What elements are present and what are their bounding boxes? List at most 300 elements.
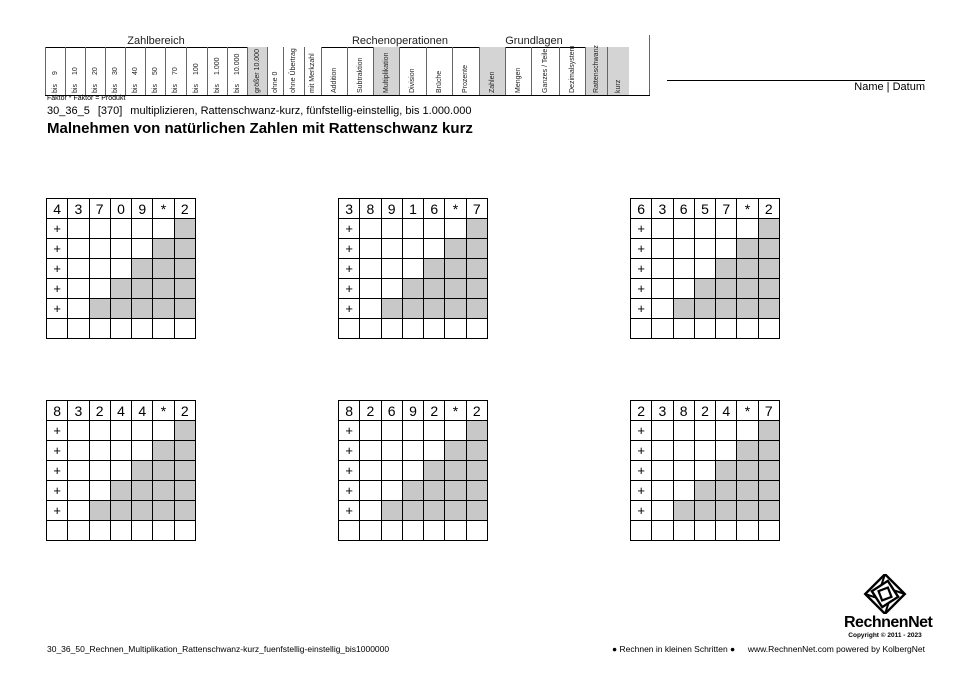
answer-cell[interactable] — [153, 501, 174, 521]
answer-cell[interactable] — [737, 279, 758, 299]
column-label: Ganzes / Teile — [541, 48, 549, 93]
result-cell[interactable] — [360, 319, 381, 339]
result-cell[interactable] — [737, 521, 758, 541]
answer-cell[interactable] — [652, 421, 673, 441]
answer-cell[interactable] — [716, 279, 737, 299]
answer-cell[interactable] — [445, 299, 466, 319]
classification-column — [304, 47, 321, 95]
answer-cell[interactable] — [716, 239, 737, 259]
answer-cell[interactable] — [153, 259, 174, 279]
answer-cell[interactable] — [466, 421, 487, 441]
answer-cell[interactable] — [132, 421, 153, 441]
plus-sign: + — [47, 259, 68, 279]
answer-cell[interactable] — [652, 299, 673, 319]
answer-cell[interactable] — [174, 421, 195, 441]
answer-cell[interactable] — [89, 421, 110, 441]
result-cell[interactable] — [110, 521, 131, 541]
answer-cell[interactable] — [402, 239, 423, 259]
answer-cell[interactable] — [673, 421, 694, 441]
plus-sign: + — [47, 461, 68, 481]
answer-cell[interactable] — [737, 461, 758, 481]
answer-cell[interactable] — [694, 299, 715, 319]
answer-cell[interactable] — [89, 501, 110, 521]
result-cell[interactable] — [424, 521, 445, 541]
answer-cell[interactable] — [716, 219, 737, 239]
answer-cell[interactable] — [716, 481, 737, 501]
answer-cell[interactable] — [737, 441, 758, 461]
answer-cell[interactable] — [132, 279, 153, 299]
answer-cell[interactable] — [466, 299, 487, 319]
answer-cell[interactable] — [445, 239, 466, 259]
classification-table — [45, 35, 650, 95]
answer-cell[interactable] — [89, 239, 110, 259]
digit-cell: 3 — [652, 199, 673, 219]
answer-cell[interactable] — [174, 299, 195, 319]
partial-row — [47, 279, 196, 299]
result-cell[interactable] — [47, 319, 68, 339]
answer-cell[interactable] — [381, 259, 402, 279]
answer-cell[interactable] — [402, 279, 423, 299]
result-cell[interactable] — [631, 521, 652, 541]
plus-sign: + — [339, 279, 360, 299]
answer-cell[interactable] — [758, 481, 779, 501]
answer-cell[interactable] — [466, 441, 487, 461]
answer-cell[interactable] — [673, 299, 694, 319]
answer-cell[interactable] — [694, 259, 715, 279]
group-title-grundlagen: Grundlagen — [505, 35, 563, 47]
answer-cell[interactable] — [737, 421, 758, 441]
answer-cell[interactable] — [694, 219, 715, 239]
result-row — [339, 319, 488, 339]
classification-column — [531, 47, 559, 95]
answer-cell[interactable] — [716, 461, 737, 481]
answer-cell[interactable] — [466, 219, 487, 239]
answer-cell[interactable] — [89, 259, 110, 279]
answer-cell[interactable] — [694, 421, 715, 441]
answer-cell[interactable] — [174, 441, 195, 461]
answer-cell[interactable] — [673, 279, 694, 299]
result-row — [47, 319, 196, 339]
answer-cell[interactable] — [68, 421, 89, 441]
answer-cell[interactable] — [673, 501, 694, 521]
classification-column — [85, 47, 105, 95]
answer-cell[interactable] — [694, 461, 715, 481]
column-label: Rattenschwanz — [592, 45, 600, 93]
answer-cell[interactable] — [424, 299, 445, 319]
answer-cell[interactable] — [716, 441, 737, 461]
answer-cell[interactable] — [466, 501, 487, 521]
answer-cell[interactable] — [402, 481, 423, 501]
classification-column — [45, 47, 65, 95]
answer-cell[interactable] — [758, 259, 779, 279]
answer-cell[interactable] — [89, 461, 110, 481]
result-cell[interactable] — [445, 521, 466, 541]
answer-cell[interactable] — [758, 461, 779, 481]
answer-cell[interactable] — [737, 481, 758, 501]
answer-cell[interactable] — [466, 461, 487, 481]
answer-cell[interactable] — [402, 259, 423, 279]
answer-cell[interactable] — [694, 441, 715, 461]
answer-cell[interactable] — [466, 481, 487, 501]
answer-cell[interactable] — [174, 481, 195, 501]
result-cell[interactable] — [360, 521, 381, 541]
answer-cell[interactable] — [110, 219, 131, 239]
column-range-value: 40 — [131, 67, 139, 75]
answer-cell[interactable] — [652, 441, 673, 461]
result-cell[interactable] — [758, 521, 779, 541]
answer-cell[interactable] — [652, 501, 673, 521]
answer-cell[interactable] — [110, 299, 131, 319]
answer-cell[interactable] — [360, 441, 381, 461]
result-cell[interactable] — [673, 521, 694, 541]
answer-cell[interactable] — [402, 441, 423, 461]
answer-cell[interactable] — [110, 239, 131, 259]
answer-cell[interactable] — [89, 481, 110, 501]
partial-row — [47, 239, 196, 259]
classification-column — [247, 47, 267, 95]
logo-name: RechnenNet — [844, 614, 933, 631]
answer-cell[interactable] — [652, 219, 673, 239]
classification-column — [479, 47, 505, 95]
result-cell[interactable] — [153, 319, 174, 339]
answer-cell[interactable] — [424, 421, 445, 441]
answer-cell[interactable] — [402, 219, 423, 239]
answer-cell[interactable] — [153, 219, 174, 239]
answer-cell[interactable] — [381, 239, 402, 259]
operator-cell: * — [737, 199, 758, 219]
result-row — [631, 319, 780, 339]
answer-cell[interactable] — [424, 501, 445, 521]
answer-cell[interactable] — [68, 299, 89, 319]
answer-cell[interactable] — [68, 279, 89, 299]
plus-sign: + — [631, 501, 652, 521]
plus-sign: + — [631, 239, 652, 259]
answer-cell[interactable] — [132, 461, 153, 481]
answer-cell[interactable] — [110, 481, 131, 501]
multiplication-task — [338, 400, 488, 542]
digit-cell: 2 — [631, 401, 652, 421]
result-cell[interactable] — [110, 319, 131, 339]
answer-cell[interactable] — [737, 501, 758, 521]
answer-cell[interactable] — [402, 461, 423, 481]
answer-cell[interactable] — [424, 219, 445, 239]
multiplication-task — [630, 400, 780, 542]
answer-cell[interactable] — [673, 441, 694, 461]
answer-cell[interactable] — [360, 219, 381, 239]
answer-cell[interactable] — [89, 441, 110, 461]
result-cell[interactable] — [445, 319, 466, 339]
answer-cell[interactable] — [445, 259, 466, 279]
answer-cell[interactable] — [424, 481, 445, 501]
digit-cell: 5 — [694, 199, 715, 219]
column-range-bis: bis — [131, 84, 139, 93]
answer-cell[interactable] — [694, 279, 715, 299]
answer-cell[interactable] — [694, 481, 715, 501]
answer-cell[interactable] — [89, 299, 110, 319]
answer-cell[interactable] — [466, 239, 487, 259]
answer-cell[interactable] — [360, 461, 381, 481]
answer-cell[interactable] — [132, 239, 153, 259]
answer-cell[interactable] — [652, 239, 673, 259]
partial-row — [631, 441, 780, 461]
answer-cell[interactable] — [360, 259, 381, 279]
answer-cell[interactable] — [153, 299, 174, 319]
answer-cell[interactable] — [132, 441, 153, 461]
factor-cell: 7 — [466, 199, 487, 219]
answer-cell[interactable] — [132, 481, 153, 501]
answer-cell[interactable] — [110, 501, 131, 521]
partial-row — [47, 299, 196, 319]
result-cell[interactable] — [716, 521, 737, 541]
plus-sign: + — [631, 461, 652, 481]
double-underline — [46, 338, 196, 339]
result-cell[interactable] — [339, 521, 360, 541]
column-label: Multiplikation — [382, 52, 390, 93]
answer-cell[interactable] — [737, 259, 758, 279]
answer-cell[interactable] — [716, 259, 737, 279]
answer-cell[interactable] — [758, 441, 779, 461]
answer-cell[interactable] — [360, 239, 381, 259]
answer-cell[interactable] — [381, 461, 402, 481]
answer-cell[interactable] — [694, 239, 715, 259]
answer-cell[interactable] — [132, 501, 153, 521]
answer-cell[interactable] — [132, 299, 153, 319]
classification-column — [505, 47, 531, 95]
answer-cell[interactable] — [381, 421, 402, 441]
answer-cell[interactable] — [110, 461, 131, 481]
partial-row — [631, 501, 780, 521]
answer-cell[interactable] — [758, 239, 779, 259]
answer-cell[interactable] — [381, 481, 402, 501]
answer-cell[interactable] — [673, 239, 694, 259]
answer-cell[interactable] — [68, 501, 89, 521]
answer-cell[interactable] — [174, 219, 195, 239]
answer-cell[interactable] — [381, 219, 402, 239]
result-cell[interactable] — [381, 521, 402, 541]
result-cell[interactable] — [631, 319, 652, 339]
answer-cell[interactable] — [694, 501, 715, 521]
answer-cell[interactable] — [758, 299, 779, 319]
digit-cell: 9 — [402, 401, 423, 421]
answer-cell[interactable] — [360, 421, 381, 441]
result-cell[interactable] — [89, 521, 110, 541]
answer-cell[interactable] — [360, 279, 381, 299]
answer-cell[interactable] — [716, 421, 737, 441]
column-range-bis: bis — [151, 84, 159, 93]
result-cell[interactable] — [716, 319, 737, 339]
answer-cell[interactable] — [402, 421, 423, 441]
answer-cell[interactable] — [445, 441, 466, 461]
answer-cell[interactable] — [174, 501, 195, 521]
answer-cell[interactable] — [716, 299, 737, 319]
answer-cell[interactable] — [89, 279, 110, 299]
result-cell[interactable] — [153, 521, 174, 541]
answer-cell[interactable] — [110, 441, 131, 461]
result-cell[interactable] — [174, 521, 195, 541]
answer-cell[interactable] — [110, 259, 131, 279]
result-cell[interactable] — [694, 319, 715, 339]
answer-cell[interactable] — [445, 461, 466, 481]
partial-row — [631, 279, 780, 299]
answer-cell[interactable] — [153, 239, 174, 259]
footer-slogan: ● Rechnen in kleinen Schritten ● — [612, 644, 736, 654]
answer-cell[interactable] — [110, 279, 131, 299]
answer-cell[interactable] — [402, 501, 423, 521]
answer-cell[interactable] — [758, 501, 779, 521]
result-cell[interactable] — [652, 521, 673, 541]
answer-cell[interactable] — [445, 501, 466, 521]
result-cell[interactable] — [68, 319, 89, 339]
answer-cell[interactable] — [153, 279, 174, 299]
digit-cell: 8 — [47, 401, 68, 421]
column-label: Subtraktion — [356, 57, 364, 93]
result-cell[interactable] — [652, 319, 673, 339]
result-cell[interactable] — [68, 521, 89, 541]
answer-cell[interactable] — [68, 461, 89, 481]
classification-right-line — [649, 35, 650, 95]
result-cell[interactable] — [132, 521, 153, 541]
result-cell[interactable] — [466, 319, 487, 339]
result-cell[interactable] — [89, 319, 110, 339]
answer-cell[interactable] — [68, 441, 89, 461]
answer-cell[interactable] — [737, 219, 758, 239]
answer-cell[interactable] — [445, 481, 466, 501]
partial-row — [47, 219, 196, 239]
answer-cell[interactable] — [89, 219, 110, 239]
answer-cell[interactable] — [652, 461, 673, 481]
result-cell[interactable] — [381, 319, 402, 339]
result-cell[interactable] — [758, 319, 779, 339]
answer-cell[interactable] — [445, 279, 466, 299]
answer-cell[interactable] — [402, 299, 423, 319]
answer-cell[interactable] — [758, 421, 779, 441]
operator-cell: * — [737, 401, 758, 421]
digit-cell: 3 — [68, 199, 89, 219]
answer-cell[interactable] — [174, 239, 195, 259]
plus-sign: + — [631, 299, 652, 319]
result-cell[interactable] — [402, 521, 423, 541]
classification-column — [125, 47, 145, 95]
answer-cell[interactable] — [466, 279, 487, 299]
classification-column — [267, 47, 283, 95]
operator-cell: * — [445, 401, 466, 421]
answer-cell[interactable] — [174, 279, 195, 299]
answer-cell[interactable] — [68, 481, 89, 501]
classification-column — [399, 47, 426, 95]
answer-cell[interactable] — [758, 279, 779, 299]
plus-sign: + — [631, 279, 652, 299]
answer-cell[interactable] — [424, 441, 445, 461]
answer-cell[interactable] — [673, 219, 694, 239]
answer-cell[interactable] — [381, 279, 402, 299]
result-cell[interactable] — [132, 319, 153, 339]
answer-cell[interactable] — [153, 421, 174, 441]
answer-cell[interactable] — [68, 259, 89, 279]
result-cell[interactable] — [737, 319, 758, 339]
answer-cell[interactable] — [424, 461, 445, 481]
answer-cell[interactable] — [673, 259, 694, 279]
plus-sign: + — [339, 441, 360, 461]
result-cell[interactable] — [673, 319, 694, 339]
column-range-bis: bis — [233, 84, 241, 93]
answer-cell[interactable] — [445, 421, 466, 441]
answer-cell[interactable] — [68, 219, 89, 239]
result-cell[interactable] — [47, 521, 68, 541]
digit-cell: 2 — [424, 401, 445, 421]
digit-cell: 0 — [110, 199, 131, 219]
answer-cell[interactable] — [360, 501, 381, 521]
result-cell[interactable] — [466, 521, 487, 541]
partial-row — [631, 299, 780, 319]
plus-sign: + — [47, 219, 68, 239]
result-row — [339, 521, 488, 541]
result-cell[interactable] — [174, 319, 195, 339]
classification-column — [186, 47, 207, 95]
answer-cell[interactable] — [424, 239, 445, 259]
partial-row — [47, 441, 196, 461]
answer-cell[interactable] — [673, 461, 694, 481]
answer-cell[interactable] — [132, 259, 153, 279]
classification-column — [347, 47, 373, 95]
answer-cell[interactable] — [360, 481, 381, 501]
answer-cell[interactable] — [381, 299, 402, 319]
answer-cell[interactable] — [153, 441, 174, 461]
answer-cell[interactable] — [110, 421, 131, 441]
classification-column — [105, 47, 125, 95]
answer-cell[interactable] — [716, 501, 737, 521]
answer-cell[interactable] — [652, 279, 673, 299]
column-label: Mengen — [514, 67, 522, 93]
answer-cell[interactable] — [737, 299, 758, 319]
answer-cell[interactable] — [652, 481, 673, 501]
multiplication-task — [46, 198, 196, 340]
answer-cell[interactable] — [68, 239, 89, 259]
plus-sign: + — [339, 299, 360, 319]
answer-cell[interactable] — [174, 461, 195, 481]
column-range-value: 1.000 — [213, 57, 221, 75]
answer-cell[interactable] — [381, 501, 402, 521]
digit-cell: 4 — [132, 401, 153, 421]
answer-cell[interactable] — [652, 259, 673, 279]
result-cell[interactable] — [694, 521, 715, 541]
answer-cell[interactable] — [381, 441, 402, 461]
answer-cell[interactable] — [445, 219, 466, 239]
answer-cell[interactable] — [153, 481, 174, 501]
answer-cell[interactable] — [153, 461, 174, 481]
plus-sign: + — [47, 441, 68, 461]
answer-cell[interactable] — [424, 259, 445, 279]
answer-cell[interactable] — [132, 219, 153, 239]
worksheet-code: 30_36_5 — [47, 105, 90, 117]
column-label: Zahlen — [488, 71, 496, 93]
answer-cell[interactable] — [466, 259, 487, 279]
result-cell[interactable] — [339, 319, 360, 339]
result-cell[interactable] — [402, 319, 423, 339]
task-header-row — [631, 401, 780, 421]
column-range-value: 30 — [111, 67, 119, 75]
answer-cell[interactable] — [673, 481, 694, 501]
partial-row — [47, 421, 196, 441]
answer-cell[interactable] — [737, 239, 758, 259]
factor-cell: 2 — [174, 401, 195, 421]
answer-cell[interactable] — [424, 279, 445, 299]
result-cell[interactable] — [424, 319, 445, 339]
answer-cell[interactable] — [174, 259, 195, 279]
answer-cell[interactable] — [758, 219, 779, 239]
column-label: ohne 0 — [271, 71, 279, 93]
answer-cell[interactable] — [360, 299, 381, 319]
column-label: Dezimalsystem — [568, 45, 576, 93]
